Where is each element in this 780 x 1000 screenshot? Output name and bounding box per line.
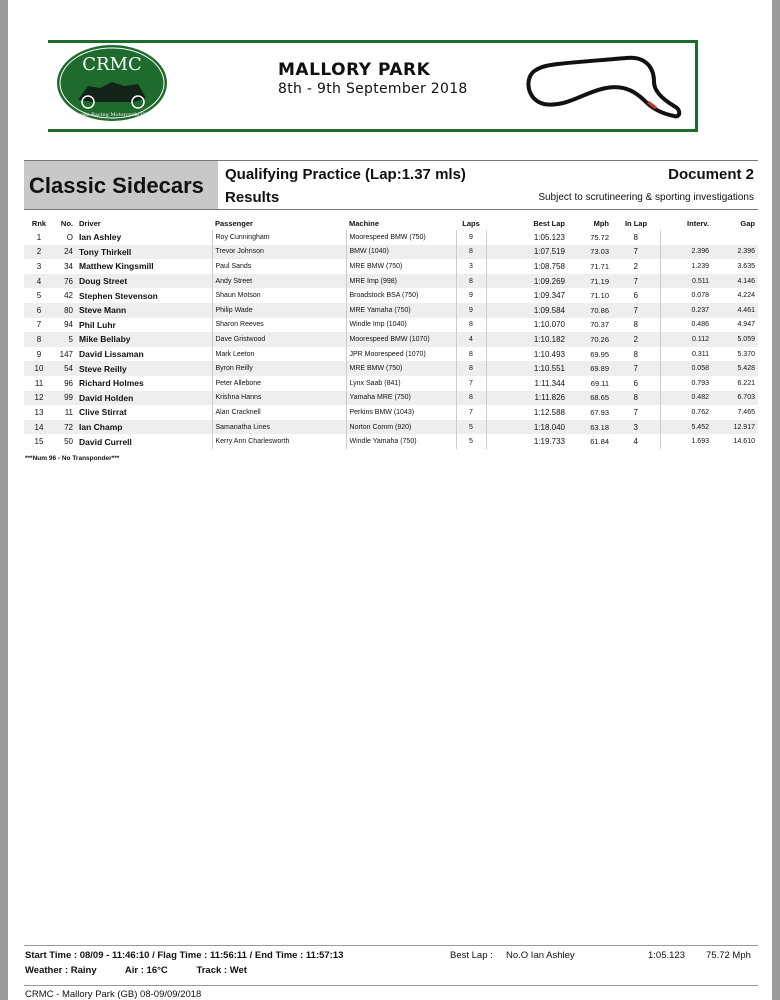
header-mph: Mph — [593, 218, 609, 228]
cell-interval: 0.486 — [660, 318, 712, 333]
table-row — [24, 405, 758, 420]
cell-passenger: Philip Wade — [212, 303, 346, 318]
cell-laps: 7 — [456, 405, 486, 420]
cell-machine: Windle Imp (1040) — [346, 318, 456, 333]
cell-mph: 61.84 — [590, 437, 609, 447]
cell-interval: 0.112 — [660, 332, 712, 347]
cell-laps: 7 — [456, 376, 486, 391]
cell-driver: Matthew Kingsmill — [79, 261, 154, 272]
cell-best-lap: 1:09.584 — [486, 303, 568, 318]
transponder-footnote: ***Num 96 - No Transponder*** — [25, 455, 120, 462]
cell-gap: 7.465 — [737, 408, 755, 416]
cell-in-lap: 8 — [633, 320, 638, 330]
cell-best-lap: 1:12.588 — [486, 405, 568, 420]
cell-best-lap: 1:07.519 — [486, 245, 568, 260]
table-row — [24, 347, 758, 362]
cell-mph: 71.10 — [590, 291, 609, 301]
cell-machine: Lynx Saab (841) — [346, 376, 456, 391]
session-times: Start Time : 08/09 - 11:46:10 / Flag Time : 11:56:11 / End Time : 11:57:13 — [25, 950, 344, 961]
cell-mph: 71.71 — [590, 261, 609, 271]
cell-best-lap: 1:19.733 — [486, 434, 568, 449]
cell-rnk: 15 — [34, 437, 44, 447]
session-title-row — [218, 160, 758, 185]
header-interval: Interv. — [687, 218, 709, 228]
cell-rnk: 14 — [24, 420, 54, 435]
document-label: Document 2 — [668, 166, 754, 183]
track-map-icon — [514, 48, 686, 123]
table-row — [24, 318, 758, 333]
results-table — [24, 216, 758, 449]
cell-no: 34 — [64, 261, 73, 271]
weather: Weather : Rainy — [25, 965, 97, 976]
cell-no: O — [66, 232, 73, 242]
class-name: Classic Sidecars — [29, 173, 204, 198]
cell-passenger: Alan Cracknell — [212, 405, 346, 420]
cell-gap: 4.461 — [712, 303, 758, 318]
cell-driver: Phil Luhr — [79, 319, 116, 330]
cell-machine: Moorespeed BMW (750) — [346, 230, 456, 245]
cell-passenger: Byron Reilly — [212, 361, 346, 376]
cell-driver: Steve Reilly — [76, 361, 212, 376]
table-row — [24, 274, 758, 289]
cell-gap: 6.703 — [712, 391, 758, 406]
cell-laps: 8 — [456, 318, 486, 333]
cell-mph: 71.19 — [568, 274, 612, 289]
cell-laps: 9 — [456, 230, 486, 245]
cell-best-lap: 1:10.551 — [486, 361, 568, 376]
cell-rnk: 10 — [24, 361, 54, 376]
cell-laps: 5 — [456, 434, 486, 449]
header-in-lap: In Lap — [624, 218, 648, 228]
cell-rnk: 12 — [24, 391, 54, 406]
cell-in-lap: 2 — [633, 261, 638, 271]
cell-in-lap: 8 — [633, 232, 638, 242]
results-label: Results — [225, 189, 280, 206]
cell-rnk: 7 — [36, 320, 42, 330]
results-body — [24, 230, 758, 449]
table-row — [24, 303, 758, 318]
cell-rnk: 1 — [36, 232, 42, 242]
cell-driver: David Holden — [76, 391, 212, 406]
table-row — [24, 391, 758, 406]
cell-best-lap: 1:10.182 — [486, 332, 568, 347]
cell-gap: 5.428 — [712, 361, 758, 376]
cell-interval: 2.396 — [660, 245, 712, 260]
cell-gap: 5.059 — [712, 332, 758, 347]
conditions — [25, 965, 273, 976]
cell-best-lap: 1:08.758 — [486, 259, 568, 274]
cell-rnk: 11 — [34, 378, 44, 388]
cell-in-lap: 4 — [633, 437, 638, 447]
cell-mph: 63.18 — [568, 420, 612, 435]
cell-gap: 2.396 — [712, 245, 758, 260]
cell-machine: MRE BMW (750) — [346, 361, 456, 376]
cell-mph: 69.95 — [590, 349, 609, 359]
cell-mph: 70.26 — [568, 332, 612, 347]
cell-interval: 0.482 — [660, 391, 712, 406]
cell-rnk: 8 — [24, 332, 54, 347]
cell-in-lap: 3 — [612, 420, 660, 435]
cell-mph: 68.65 — [568, 391, 612, 406]
cell-interval: 0.511 — [660, 274, 712, 289]
cell-mph: 70.86 — [568, 303, 612, 318]
cell-laps: 9 — [456, 303, 486, 318]
cell-rnk: 3 — [36, 261, 42, 271]
cell-passenger: Samanatha Lines — [212, 420, 346, 435]
cell-no: 80 — [54, 303, 76, 318]
cell-interval: 5.452 — [660, 420, 712, 435]
cell-driver: David Lissaman — [79, 349, 144, 360]
cell-rnk: 9 — [36, 349, 42, 359]
cell-passenger: Kerry Ann Charlesworth — [212, 434, 346, 449]
cell-in-lap: 7 — [633, 407, 638, 417]
table-row — [24, 245, 758, 260]
table-row — [24, 376, 758, 391]
cell-no: 5 — [54, 332, 76, 347]
cell-passenger: Dave Gristwood — [212, 332, 346, 347]
header-driver: Driver — [79, 218, 101, 228]
header-passenger: Passenger — [215, 218, 253, 228]
cell-passenger: Shaun Motson — [212, 288, 346, 303]
cell-passenger: Paul Sands — [212, 259, 346, 274]
footer-divider — [24, 945, 758, 946]
best-lap-time: 1:05.123 — [648, 950, 685, 961]
cell-interval: 1.239 — [660, 259, 712, 274]
cell-driver: Richard Holmes — [79, 378, 144, 389]
best-lap-label: Best Lap : — [450, 950, 493, 961]
cell-in-lap: 7 — [612, 361, 660, 376]
class-banner — [24, 160, 218, 210]
header-gap: Gap — [740, 218, 755, 228]
cell-driver: Mike Bellaby — [76, 332, 212, 347]
logo-initials: CRMC — [82, 54, 142, 75]
cell-no: 42 — [64, 291, 73, 301]
cell-gap: 12.917 — [712, 420, 758, 435]
cell-machine: MRE Imp (998) — [346, 274, 456, 289]
cell-driver: Tony Thirkell — [76, 245, 212, 260]
cell-no: 11 — [64, 407, 73, 417]
cell-gap — [712, 230, 758, 245]
cell-mph: 69.89 — [568, 361, 612, 376]
cell-machine: Broadstock BSA (750) — [346, 288, 456, 303]
table-row — [24, 434, 758, 449]
cell-no: 54 — [54, 361, 76, 376]
cell-best-lap: 1:10.493 — [486, 347, 568, 362]
cell-laps: 3 — [456, 259, 486, 274]
best-lap-speed: 75.72 Mph — [706, 950, 751, 961]
cell-rnk: 13 — [34, 407, 44, 417]
cell-interval — [660, 230, 712, 245]
cell-in-lap: 7 — [612, 245, 660, 260]
cell-driver: Clive Stirrat — [79, 407, 127, 418]
cell-best-lap: 1:09.347 — [486, 288, 568, 303]
cell-interval: 0.762 — [660, 405, 712, 420]
cell-interval: 0.793 — [660, 376, 712, 391]
table-row — [24, 361, 758, 376]
cell-no: 99 — [54, 391, 76, 406]
event-venue: MALLORY PARK — [278, 60, 431, 80]
cell-in-lap: 7 — [612, 274, 660, 289]
cell-gap: 6.221 — [737, 379, 755, 387]
header-rnk: Rnk — [31, 218, 47, 228]
table-row — [24, 230, 758, 245]
cell-gap: 14.610 — [733, 438, 755, 446]
cell-laps: 8 — [456, 245, 486, 260]
cell-passenger: Roy Cunningham — [212, 230, 346, 245]
table-row — [24, 288, 758, 303]
cell-mph: 67.93 — [590, 407, 609, 417]
cell-no: 72 — [54, 420, 76, 435]
cell-gap: 4.947 — [737, 321, 755, 329]
best-lap-driver: No.O Ian Ashley — [506, 950, 575, 961]
track-condition: Track : Wet — [196, 965, 247, 976]
cell-driver: Ian Ashley — [79, 232, 122, 243]
cell-machine: MRE Yamaha (750) — [346, 303, 456, 318]
cell-no: 50 — [64, 437, 73, 447]
table-header-row — [24, 216, 758, 230]
cell-gap: 4.146 — [712, 274, 758, 289]
table-row — [24, 259, 758, 274]
event-dates: 8th - 9th September 2018 — [278, 81, 468, 97]
cell-best-lap: 1:11.826 — [486, 391, 568, 406]
cell-gap: 4.224 — [737, 292, 755, 300]
session-title: Qualifying Practice (Lap:1.37 mls) — [225, 166, 466, 183]
cell-mph: 75.72 — [590, 232, 609, 242]
cell-passenger: Andy Street — [212, 274, 346, 289]
cell-rnk: 2 — [24, 245, 54, 260]
cell-no: 147 — [59, 349, 73, 359]
cell-rnk: 4 — [24, 274, 54, 289]
results-page — [8, 0, 772, 1000]
cell-in-lap: 8 — [612, 391, 660, 406]
cell-in-lap: 6 — [633, 378, 638, 388]
cell-machine: Moorespeed BMW (1070) — [346, 332, 456, 347]
header-machine: Machine — [349, 218, 380, 228]
cell-rnk: 6 — [24, 303, 54, 318]
cell-interval: 0.237 — [660, 303, 712, 318]
cell-laps: 8 — [456, 347, 486, 362]
cell-driver: Stephen Stevenson — [79, 290, 158, 301]
cell-passenger: Sharon Reeves — [212, 318, 346, 333]
cell-passenger: Krishna Hanns — [212, 391, 346, 406]
cell-gap: 3.635 — [737, 262, 755, 270]
cell-interval: 0.311 — [660, 347, 712, 362]
logo-club-name: Classic Racing Motorcycle Club — [71, 112, 153, 118]
footer-divider-bottom — [24, 985, 758, 986]
header-best-lap: Best Lap — [533, 218, 565, 228]
document-id: CRMC - Mallory Park (GB) 08-09/09/2018 — [25, 989, 202, 1000]
cell-machine: Perkins BMW (1043) — [346, 405, 456, 420]
cell-laps: 9 — [456, 288, 486, 303]
cell-in-lap: 6 — [633, 291, 638, 301]
cell-driver: Ian Champ — [76, 420, 212, 435]
cell-machine: Yamaha MRE (750) — [346, 391, 456, 406]
cell-best-lap: 1:09.269 — [486, 274, 568, 289]
cell-no: 76 — [54, 274, 76, 289]
cell-interval: 0.078 — [660, 288, 712, 303]
cell-rnk: 5 — [36, 291, 42, 301]
cell-machine: MRE BMW (750) — [346, 259, 456, 274]
cell-machine: Norton Comm (920) — [346, 420, 456, 435]
cell-passenger: Peter Allebone — [212, 376, 346, 391]
cell-mph: 70.37 — [590, 320, 609, 330]
cell-laps: 8 — [456, 391, 486, 406]
air-temp: Air : 16°C — [124, 965, 168, 976]
cell-best-lap: 1:10.070 — [486, 318, 568, 333]
cell-no: 94 — [64, 320, 73, 330]
cell-in-lap: 8 — [633, 349, 638, 359]
cell-laps: 5 — [456, 420, 486, 435]
crmc-logo — [54, 42, 170, 124]
cell-no: 24 — [54, 245, 76, 260]
cell-passenger: Mark Leeton — [212, 347, 346, 362]
cell-best-lap: 1:05.123 — [486, 230, 568, 245]
cell-in-lap: 2 — [612, 332, 660, 347]
cell-driver: Steve Mann — [76, 303, 212, 318]
cell-best-lap: 1:11.344 — [486, 376, 568, 391]
cell-machine: Windle Yamaha (750) — [346, 434, 456, 449]
subject-note: Subject to scrutineering & sporting investigations — [538, 192, 754, 203]
cell-gap: 5.370 — [737, 350, 755, 358]
cell-interval: 1.693 — [660, 434, 712, 449]
cell-passenger: Trevor Johnson — [212, 245, 346, 260]
cell-no: 96 — [64, 378, 73, 388]
cell-machine: JPR Moorespeed (1070) — [346, 347, 456, 362]
cell-in-lap: 7 — [612, 303, 660, 318]
header-no: No. — [60, 218, 73, 228]
cell-driver: David Currell — [79, 436, 132, 447]
cell-laps: 8 — [456, 274, 486, 289]
cell-interval: 0.058 — [660, 361, 712, 376]
cell-mph: 69.11 — [590, 378, 609, 388]
header-laps: Laps — [462, 218, 480, 228]
table-row — [24, 420, 758, 435]
cell-driver: Doug Street — [76, 274, 212, 289]
table-row — [24, 332, 758, 347]
cell-machine: BMW (1040) — [346, 245, 456, 260]
cell-best-lap: 1:18.040 — [486, 420, 568, 435]
cell-laps: 8 — [456, 361, 486, 376]
cell-laps: 4 — [456, 332, 486, 347]
cell-mph: 73.03 — [568, 245, 612, 260]
results-title-row — [218, 185, 758, 210]
